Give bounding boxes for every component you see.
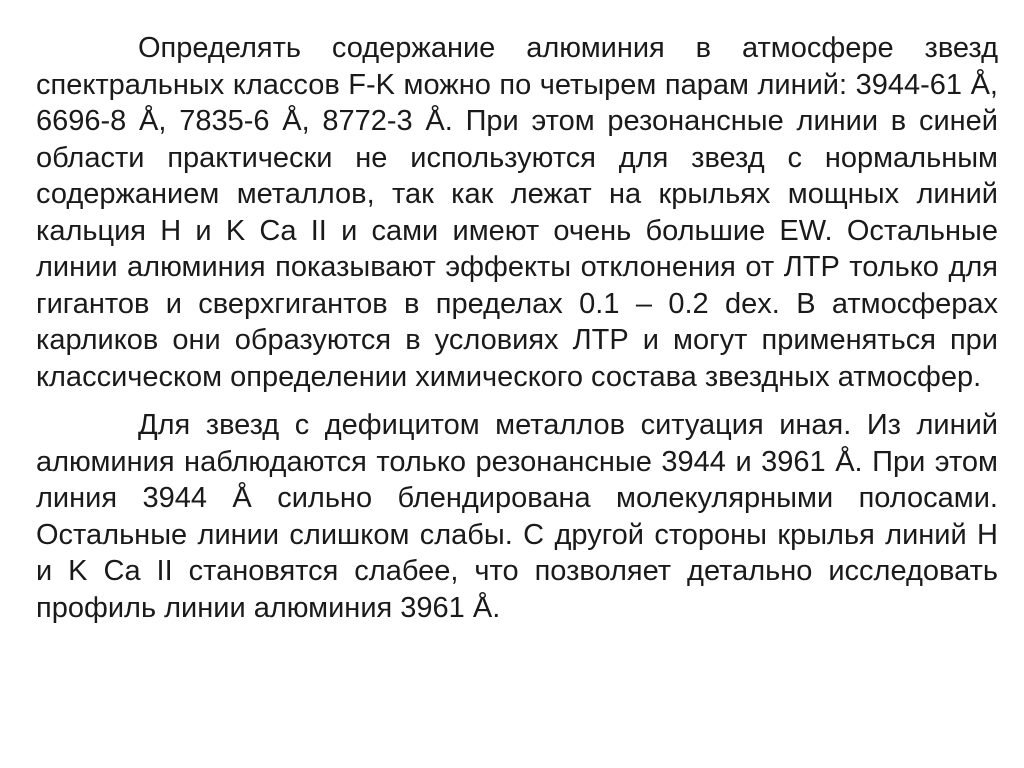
paragraph-aluminum-fk-stars: Определять содержание алюминия в атмосфере звезд спектральных классов F-K можно по четырем парам линий: 3944-61 Å, 6696-8 Å, 7835-6 Å, 8772-3 Å. При этом резонансные линии в синей области практически не используются для звезд с нормальным содержанием металлов, так как лежат на крыльях мощных линий кальция H и K Ca II и сами имеют очень большие EW. Остальные линии алюминия показывают эффекты отклонения от ЛТР только для гигантов и сверхгигантов в пределах 0.1 – 0.2 dex. В атмосферах карликов они образуются в условиях ЛТР и могут применяться при классическом определении химического состава звездных атмосфер. <box>36 32 998 393</box>
document-page <box>36 30 998 626</box>
paragraph-metal-poor-stars: Для звезд с дефицитом металлов ситуация иная. Из линий алюминия наблюдаются только резонансные 3944 и 3961 Å. При этом линия 3944 Å сильно блендирована молекулярными полосами. Остальные линии слишком слабы. С другой стороны крылья линий H и K Ca II становятся слабее, что позволяет детально исследовать профиль линии алюминия 3961 Å. <box>36 409 998 624</box>
